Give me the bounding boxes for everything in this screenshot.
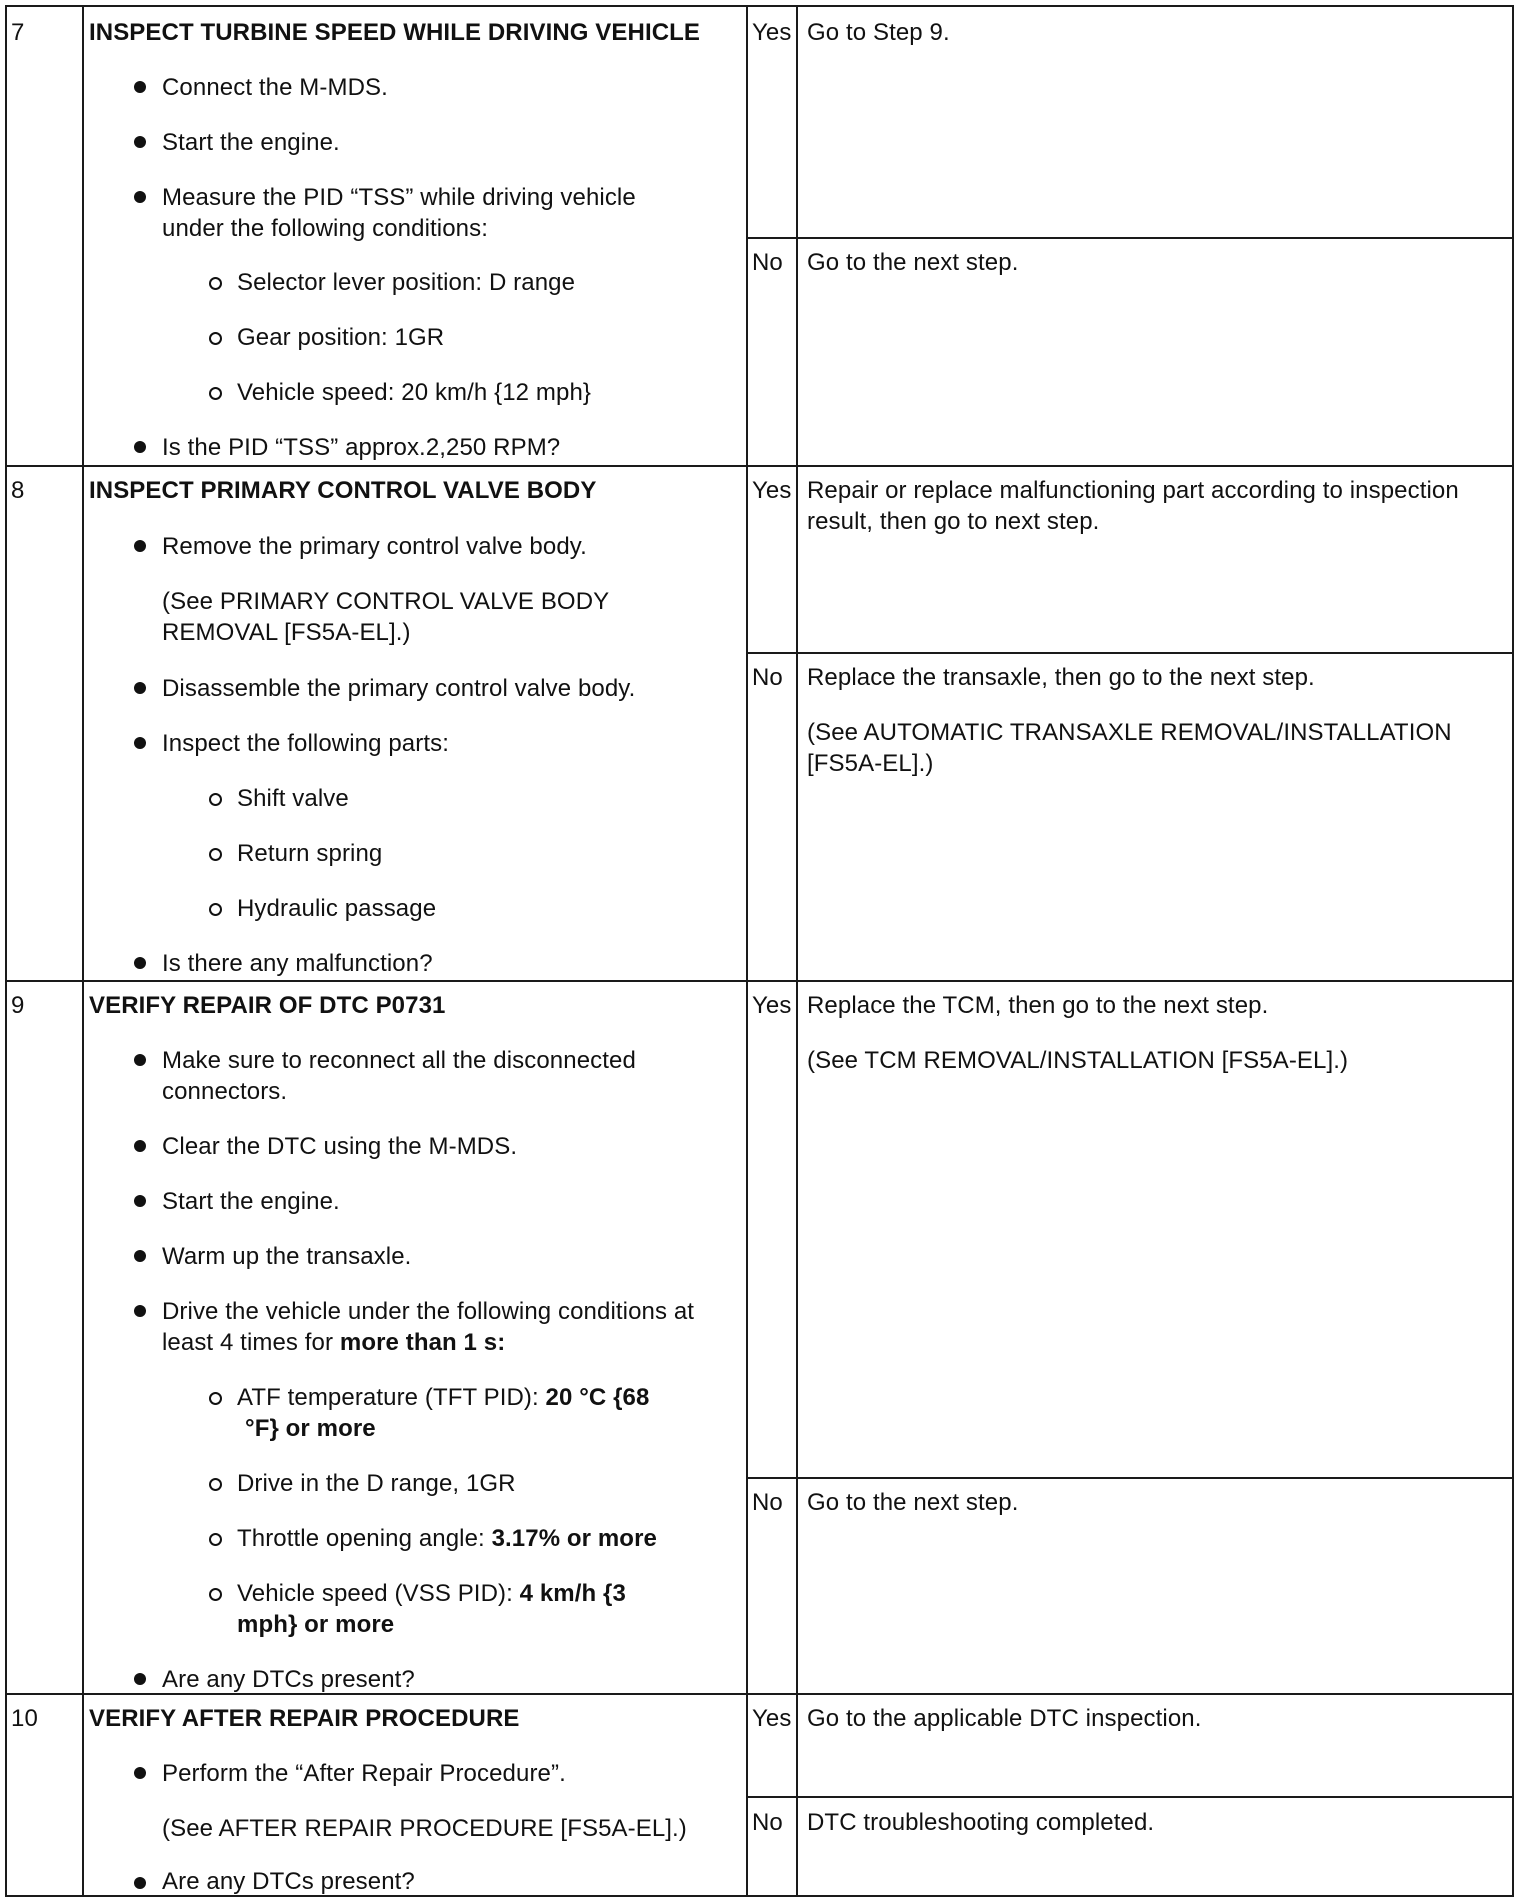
- step-number: 7: [11, 19, 25, 46]
- bullet-icon: [134, 957, 146, 969]
- yes-no-separator: [746, 652, 1514, 654]
- text-run: least 4 times for: [162, 1329, 340, 1356]
- no-label: No: [752, 664, 783, 691]
- part-item: Return spring: [237, 840, 383, 867]
- step-number: 8: [11, 477, 25, 504]
- action-item: Warm up the transaxle.: [162, 1243, 412, 1270]
- action-item: Are any DTCs present?: [162, 1666, 415, 1693]
- text-run: ATF temperature (TFT PID):: [237, 1384, 546, 1411]
- table-border-left: [5, 5, 7, 1897]
- step-number: 10: [11, 1705, 38, 1732]
- text-run: Throttle opening angle:: [237, 1525, 492, 1552]
- bullet-icon: [134, 441, 146, 453]
- action-item: Make sure to reconnect all the disconnected: [162, 1047, 636, 1074]
- action-item: Is there any malfunction?: [162, 950, 433, 977]
- action-item: Start the engine.: [162, 1188, 340, 1215]
- divider-step-number: [82, 5, 84, 1897]
- emphasis-text: more than 1 s: [339, 1329, 498, 1356]
- step-title: INSPECT TURBINE SPEED WHILE DRIVING VEHICLE: [89, 19, 701, 46]
- yes-reference: (See TCM REMOVAL/INSTALLATION [FS5A-EL].): [807, 1047, 1349, 1074]
- row-separator: [5, 465, 1514, 467]
- no-label: No: [752, 1489, 783, 1516]
- yes-label: Yes: [752, 477, 792, 504]
- sub-bullet-icon: [209, 1392, 222, 1405]
- condition-item: Vehicle speed: 20 km/h {12 mph}: [237, 379, 592, 406]
- yes-no-separator: [746, 1477, 1514, 1479]
- sub-bullet-icon: [209, 793, 222, 806]
- condition-item: Gear position: 1GR: [237, 324, 445, 351]
- yes-no-separator: [746, 237, 1514, 239]
- reference-note: (See AFTER REPAIR PROCEDURE [FS5A-EL].): [162, 1815, 687, 1842]
- action-item: Inspect the following parts:: [162, 730, 449, 757]
- emphasis-text: 20 °C {68: [545, 1384, 650, 1411]
- bullet-icon: [134, 682, 146, 694]
- sub-bullet-icon: [209, 332, 222, 345]
- bullet-icon: [134, 1877, 146, 1889]
- yes-label: Yes: [752, 1705, 792, 1732]
- bullet-icon: [134, 1673, 146, 1685]
- yes-label: Yes: [752, 19, 792, 46]
- bullet-icon: [134, 1195, 146, 1207]
- table-border-right: [1512, 5, 1514, 1897]
- part-item: Hydraulic passage: [237, 895, 437, 922]
- condition-item: Drive in the D range, 1GR: [237, 1470, 516, 1497]
- action-item: Clear the DTC using the M-MDS.: [162, 1133, 518, 1160]
- part-item: Shift valve: [237, 785, 349, 812]
- reference-note-continued: REMOVAL [FS5A-EL].): [162, 619, 411, 646]
- yes-result: Repair or replace malfunctioning part according to inspection: [807, 477, 1459, 504]
- step-number: 9: [11, 992, 25, 1019]
- yes-no-separator: [746, 1796, 1514, 1798]
- bullet-icon: [134, 540, 146, 552]
- bullet-icon: [134, 1305, 146, 1317]
- bullet-icon: [134, 1140, 146, 1152]
- no-reference: (See AUTOMATIC TRANSAXLE REMOVAL/INSTALLATION: [807, 719, 1452, 746]
- condition-item: [237, 1523, 657, 1554]
- bullet-icon: [134, 737, 146, 749]
- bullet-icon: [134, 1250, 146, 1262]
- sub-bullet-icon: [209, 277, 222, 290]
- condition-item: [237, 1382, 649, 1413]
- action-item: Are any DTCs present?: [162, 1868, 415, 1895]
- action-item: Drive the vehicle under the following conditions at: [162, 1298, 695, 1325]
- action-item: Remove the primary control valve body.: [162, 533, 587, 560]
- yes-result: Go to the applicable DTC inspection.: [807, 1705, 1202, 1732]
- no-reference-continued: [FS5A-EL].): [807, 750, 934, 777]
- sub-bullet-icon: [209, 1478, 222, 1491]
- divider-action: [746, 5, 748, 1897]
- step-title: VERIFY AFTER REPAIR PROCEDURE: [89, 1705, 520, 1732]
- sub-bullet-icon: [209, 903, 222, 916]
- divider-yes-no: [796, 5, 798, 1897]
- action-item: Connect the M-MDS.: [162, 74, 388, 101]
- condition-item: Selector lever position: D range: [237, 269, 576, 296]
- emphasis-text: 4 km/h {3: [519, 1580, 626, 1607]
- action-item-continued: connectors.: [162, 1078, 288, 1105]
- action-item-continued: [162, 1327, 505, 1358]
- condition-item: [237, 1578, 626, 1609]
- no-result: Replace the transaxle, then go to the next step.: [807, 664, 1315, 691]
- emphasis-text: 3.17% or more: [491, 1525, 657, 1552]
- table-border-top: [5, 5, 1514, 7]
- text-run: Vehicle speed (VSS PID):: [237, 1580, 520, 1607]
- sub-bullet-icon: [209, 387, 222, 400]
- no-result: Go to the next step.: [807, 1489, 1019, 1516]
- step-title: VERIFY REPAIR OF DTC P0731: [89, 992, 446, 1019]
- bullet-icon: [134, 1054, 146, 1066]
- action-item: Disassemble the primary control valve body.: [162, 675, 636, 702]
- reference-note: (See PRIMARY CONTROL VALVE BODY: [162, 588, 610, 615]
- action-item: Start the engine.: [162, 129, 340, 156]
- condition-item-continued: °F} or more: [245, 1415, 376, 1442]
- bullet-icon: [134, 1767, 146, 1779]
- action-item: Perform the “After Repair Procedure”.: [162, 1760, 566, 1787]
- text-run: :: [497, 1329, 506, 1356]
- step-title: INSPECT PRIMARY CONTROL VALVE BODY: [89, 477, 597, 504]
- no-result: DTC troubleshooting completed.: [807, 1809, 1155, 1836]
- bullet-icon: [134, 81, 146, 93]
- no-label: No: [752, 1809, 783, 1836]
- bullet-icon: [134, 191, 146, 203]
- sub-bullet-icon: [209, 1533, 222, 1546]
- action-item: Measure the PID “TSS” while driving vehicle: [162, 184, 636, 211]
- sub-bullet-icon: [209, 1588, 222, 1601]
- condition-item-continued: mph} or more: [237, 1611, 395, 1638]
- yes-label: Yes: [752, 992, 792, 1019]
- yes-result: Replace the TCM, then go to the next step.: [807, 992, 1269, 1019]
- no-label: No: [752, 249, 783, 276]
- sub-bullet-icon: [209, 848, 222, 861]
- action-item-continued: under the following conditions:: [162, 215, 488, 242]
- troubleshooting-table: [5, 5, 1514, 1897]
- action-item: Is the PID “TSS” approx.2,250 RPM?: [162, 434, 561, 461]
- bullet-icon: [134, 136, 146, 148]
- no-result: Go to the next step.: [807, 249, 1019, 276]
- yes-result: Go to Step 9.: [807, 19, 950, 46]
- yes-result-continued: result, then go to next step.: [807, 508, 1100, 535]
- row-separator: [5, 980, 1514, 982]
